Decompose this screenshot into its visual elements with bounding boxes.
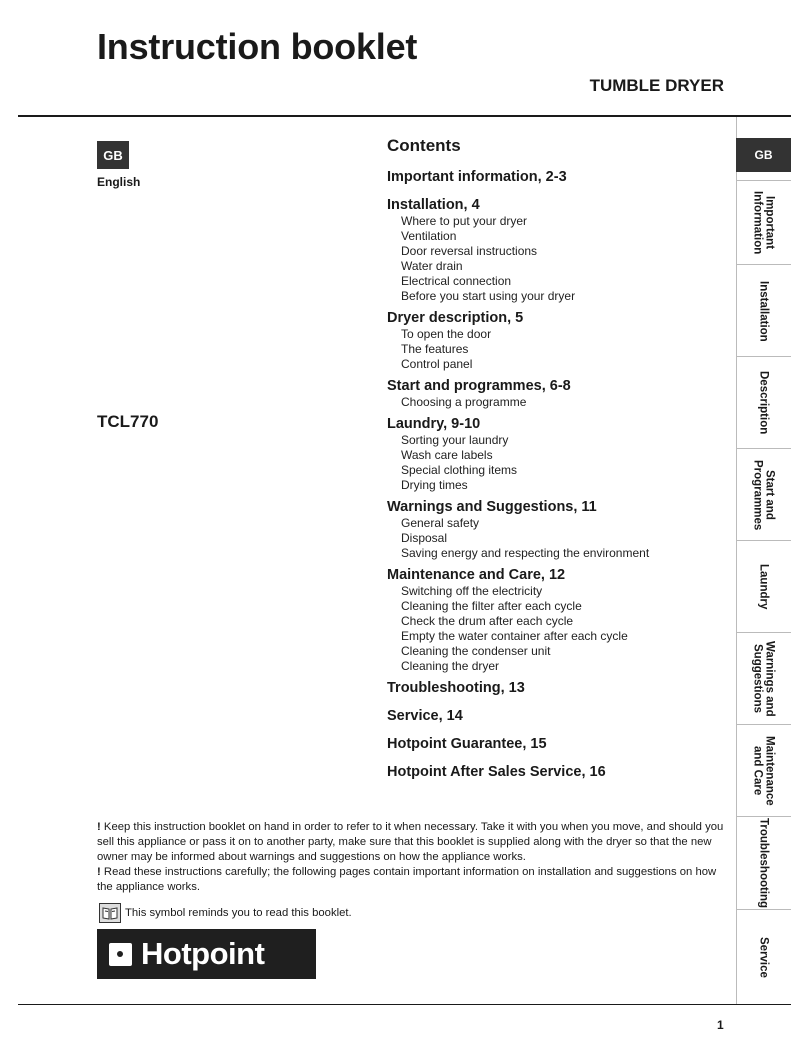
list-item: Cleaning the dryer (401, 659, 500, 673)
warning-mark: ! (97, 866, 101, 878)
list-item: Control panel (401, 357, 473, 371)
list-item: Before you start using your dryer (401, 289, 576, 303)
section-heading: Troubleshooting, 13 (387, 680, 525, 696)
list-item: Special clothing items (401, 463, 518, 477)
section-heading: Maintenance and Care, 12 (387, 567, 566, 583)
list-item: Cleaning the filter after each cycle (401, 599, 582, 613)
section-tab-label: Description (757, 371, 770, 435)
section-tabs (736, 138, 791, 1004)
logo-text: Hotpoint (141, 936, 265, 971)
section-tab (736, 264, 791, 357)
contents-section (387, 416, 727, 493)
list-item: Drying times (401, 478, 468, 492)
list-item: Ventilation (401, 229, 457, 243)
top-divider (18, 115, 791, 117)
section-heading: Start and programmes, 6-8 (387, 378, 571, 394)
note-read-carefully: ! Read these instructions carefully; the following pages contain important information on installation and suggestions on how the appliance works. (97, 866, 717, 893)
contents-section (387, 197, 727, 304)
list-item: Water drain (401, 259, 463, 273)
list-item: Check the drum after each cycle (401, 614, 574, 628)
language-label: English (97, 175, 141, 189)
section-subitems (387, 214, 727, 304)
section-tab (736, 909, 791, 1005)
section-subitems (387, 433, 727, 493)
contents-sections (387, 169, 727, 781)
list-item: Electrical connection (401, 274, 512, 288)
list-item: Sorting your laundry (401, 433, 509, 447)
section-tab-label: Service (757, 937, 770, 978)
contents-section (387, 378, 727, 410)
section-heading: Important information, 2-3 (387, 169, 567, 185)
section-tab (736, 180, 791, 265)
section-heading: Laundry, 9-10 (387, 416, 481, 432)
notes-block (97, 820, 727, 895)
model-number: TCL770 (97, 412, 159, 431)
product-type: TUMBLE DRYER (589, 76, 724, 95)
section-heading: Hotpoint After Sales Service, 16 (387, 764, 606, 780)
section-heading: Service, 14 (387, 708, 463, 724)
symbol-note-text: This symbol reminds you to read this booklet. (125, 907, 352, 919)
contents-heading: Contents (387, 136, 461, 155)
section-subitems (387, 327, 727, 372)
section-tab (736, 816, 791, 910)
list-item: Saving energy and respecting the environment (401, 546, 650, 560)
contents-section (387, 169, 727, 186)
section-tab (736, 540, 791, 633)
list-item: Choosing a programme (401, 395, 527, 409)
list-item: Disposal (401, 531, 448, 545)
warning-mark: ! (97, 821, 101, 833)
sidebar-language-badge: GB (736, 138, 791, 172)
contents-section (387, 567, 727, 674)
list-item: Cleaning the condenser unit (401, 644, 551, 658)
page-title: Instruction booklet (97, 26, 418, 67)
section-tab (736, 724, 791, 817)
section-tab-label: Troubleshooting (757, 818, 770, 909)
section-tab (736, 632, 791, 725)
section-heading: Dryer description, 5 (387, 310, 524, 326)
section-tab (736, 356, 791, 449)
section-tab (736, 448, 791, 541)
section-subitems (387, 395, 727, 410)
section-tab-label: Laundry (757, 564, 770, 610)
contents-section (387, 499, 727, 561)
list-item: The features (401, 342, 469, 356)
contents-section (387, 310, 727, 372)
language-badge: GB (97, 141, 129, 169)
list-item: Door reversal instructions (401, 244, 538, 258)
contents-section (387, 736, 727, 753)
symbol-note (99, 903, 352, 923)
section-tab-label: Start and Programmes (751, 459, 776, 531)
list-item: Switching off the electricity (401, 584, 543, 598)
logo-mark-icon (109, 943, 132, 966)
contents-section (387, 680, 727, 697)
bottom-divider (18, 1004, 791, 1005)
section-subitems (387, 516, 727, 561)
section-subitems (387, 584, 727, 674)
section-heading: Installation, 4 (387, 197, 480, 213)
list-item: General safety (401, 516, 480, 530)
contents-section (387, 764, 727, 781)
list-item: Where to put your dryer (401, 214, 528, 228)
section-heading: Hotpoint Guarantee, 15 (387, 736, 547, 752)
section-tab-label: Installation (757, 280, 770, 342)
hotpoint-logo (97, 929, 316, 979)
book-icon (99, 903, 121, 923)
section-heading: Warnings and Suggestions, 11 (387, 499, 597, 515)
page-number: 1 (717, 1018, 724, 1032)
table-of-contents (387, 136, 727, 792)
list-item: Empty the water container after each cycle (401, 629, 628, 643)
section-tab-label: Important Information (751, 191, 776, 255)
note-keep-booklet: ! Keep this instruction booklet on hand in order to refer to it when necessary. Take it with you when you move, and should you sell this appliance or pass it on to another party, make sure that this booklet is supplied along with the dryer so that the new owner may be informed about warnings and suggestions on how the appliance works. (97, 821, 724, 863)
list-item: To open the door (401, 327, 492, 341)
section-tab-label: Warnings and Suggestions (751, 641, 776, 717)
contents-section (387, 708, 727, 725)
list-item: Wash care labels (401, 448, 493, 462)
section-tab-label: Maintenance and Care (751, 736, 776, 806)
